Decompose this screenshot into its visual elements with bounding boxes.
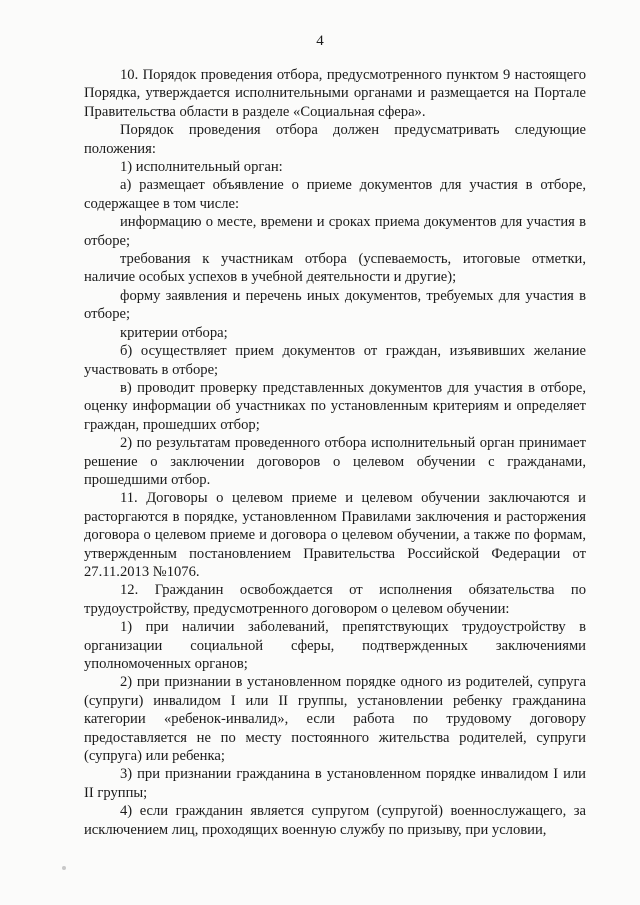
scan-speck [62,866,66,870]
item-1a-application-form: форму заявления и перечень иных документов, требуемых для участия в отборе; [84,287,586,323]
paragraph-10: 10. Порядок проведения отбора, предусмотренного пунктом 9 настоящего Порядка, утверждается исполнительными органами и размещается на Портале Правительства области в разделе «Социальная сфера». [84,67,586,120]
paragraph-12-item-2: 2) при признании в установленном порядке одного из родителей, супруга (супруги) инвалидом I или II группы, установлении ребенку гражданина категории «ребенок-инвалид», если работа по трудовому договору предоставляется не по месту постоянного жительства родителей, супруги (супруга) или ребенка; [84,674,586,765]
item-1v: в) проводит проверку представленных документов для участия в отборе, оценку информации об участниках по установленным критериям и определяет граждан, прошедших отбор; [84,379,586,433]
item-2: 2) по результатам проведенного отбора исполнительный орган принимает решение о заключении договоров о целевом обучении с гражданами, прошедшими отбор. [84,435,586,488]
paragraph-12: 12. Гражданин освобождается от исполнения обязательства по трудоустройству, предусмотренного договором о целевом обучении: [84,582,586,617]
paragraph-selection-procedure: Порядок проведения отбора должен предусматривать следующие положения: [84,122,586,157]
paragraph-12-item-4: 4) если гражданин является супругом (супругой) военнослужащего, за исключением лиц, проходящих военную службу по призыву, при условии, [84,803,586,838]
item-1b: б) осуществляет прием документов от граждан, изъявивших желание участвовать в отборе; [84,343,586,378]
paragraph-12-item-1: 1) при наличии заболеваний, препятствующих трудоустройству в организации социальной сферы, подтвержденных заключениями уполномоченных органов; [84,619,586,672]
item-1-executive-body: 1) исполнительный орган: [120,159,283,176]
item-1a-requirements: требования к участникам отбора (успеваемость, итоговые отметки, наличие особых успехов в учебной деятельности и другие); [84,251,586,286]
paragraph-11: 11. Договоры о целевом приеме и целевом обучении заключаются и расторгаются в порядке, установленном Правилами заключения и расторжения договора о целевом приеме и договора о целевом обучении, а также по формам, утвержденным постановлением Правительства Российской Федерации от 27.11.2013 №1076. [84,490,586,580]
document-body [84,66,586,839]
item-1a-info: информацию о месте, времени и сроках приема документов для участия в отборе; [84,214,586,249]
page-number: 4 [316,33,324,49]
item-1a: а) размещает объявление о приеме документов для участия в отборе, содержащее в том числе: [84,177,586,212]
item-1a-criteria: критерии отбора; [120,324,228,341]
paragraph-12-item-3: 3) при признании гражданина в установленном порядке инвалидом I или II группы; [84,766,586,801]
